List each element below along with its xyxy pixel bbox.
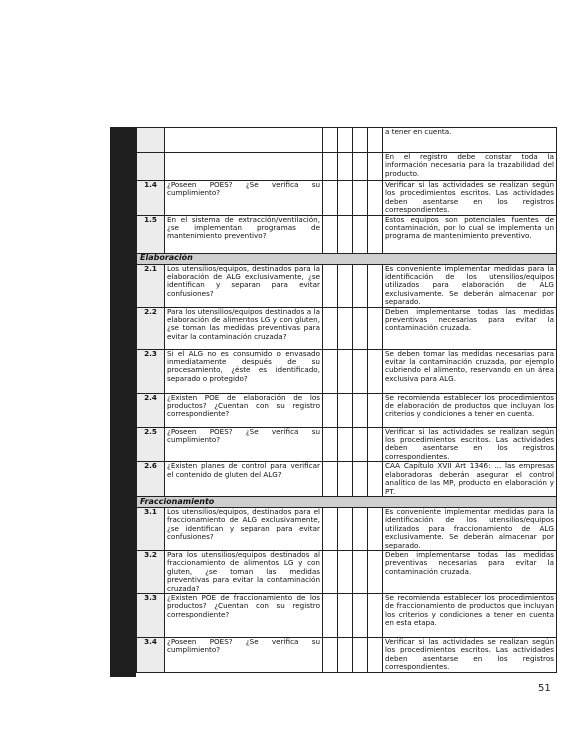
check-cell — [338, 593, 353, 637]
check-cell — [338, 153, 353, 181]
check-cell — [353, 128, 368, 153]
check-cell — [323, 349, 338, 393]
check-cell — [338, 307, 353, 349]
check-cell — [338, 550, 353, 593]
row-response: Verificar si las actividades se realizan según los procedimientos escritos. Las actividades deben asentarse en los registros correspondientes. — [383, 427, 557, 462]
row-response: Verificar si las actividades se realizan según los procedimientos escritos. Las actividades deben asentarse en los registros correspondientes. — [383, 181, 557, 216]
check-cell — [323, 550, 338, 593]
check-cell — [368, 128, 383, 153]
row-question: Si el ALG no es consumido o envasado inmediatamente después de su procesamiento, ¿éste es identificado, separado o protegido? — [165, 349, 323, 393]
row-number: 3.2 — [137, 550, 165, 593]
check-cell — [338, 462, 353, 497]
check-cell — [353, 181, 368, 216]
check-cell — [353, 349, 368, 393]
row-response: En el registro debe constar toda la información necesaria para la trazabilidad del producto. — [383, 153, 557, 181]
row-question: ¿Poseen POES? ¿Se verifica su cumplimiento? — [165, 427, 323, 462]
check-cell — [338, 215, 353, 253]
check-cell — [368, 462, 383, 497]
check-cell — [368, 215, 383, 253]
row-response: Deben implementarse todas las medidas preventivas necesarias para evitar la contaminación cruzada. — [383, 307, 557, 349]
check-cell — [353, 507, 368, 550]
row-question: ¿Poseen POES? ¿Se verifica su cumplimiento? — [165, 181, 323, 216]
check-cell — [338, 264, 353, 307]
row-number: 3.3 — [137, 593, 165, 637]
row-response: Es conveniente implementar medidas para la identificación de los utensilios/equipos utilizados para fraccionamiento de ALG exclusivamente. Se deberán almacenar por separado. — [383, 507, 557, 550]
row-number: 2.2 — [137, 307, 165, 349]
row-number — [137, 128, 165, 153]
row-number: 3.1 — [137, 507, 165, 550]
check-cell — [368, 153, 383, 181]
check-cell — [368, 427, 383, 462]
check-cell — [353, 427, 368, 462]
section-title: Fraccionamiento — [137, 496, 557, 507]
table-row — [137, 215, 557, 253]
table-row — [137, 128, 557, 153]
row-number: 2.4 — [137, 393, 165, 427]
table-row — [137, 307, 557, 349]
check-cell — [338, 507, 353, 550]
row-response: CAA Capítulo XVII Art 1346: ... las empresas elaboradoras deberán asegurar el control analítico de las MP, producto en elaboración y PT. — [383, 462, 557, 497]
check-cell — [323, 507, 338, 550]
check-cell — [353, 593, 368, 637]
check-cell — [353, 215, 368, 253]
row-response: Se recomienda establecer los procedimientos de fraccionamiento de productos que incluyan los criterios y condiciones a tener en cuenta en esta etapa. — [383, 593, 557, 637]
check-cell — [323, 215, 338, 253]
check-cell — [353, 550, 368, 593]
check-cell — [323, 593, 338, 637]
row-question: ¿Existen POE de elaboración de los productos? ¿Cuentan con su registro correspondiente? — [165, 393, 323, 427]
table-row — [137, 153, 557, 181]
check-cell — [338, 349, 353, 393]
check-cell — [323, 128, 338, 153]
check-cell — [368, 507, 383, 550]
check-cell — [368, 550, 383, 593]
check-cell — [368, 637, 383, 672]
row-response: Se recomienda establecer los procedimientos de elaboración de productos que incluyan los criterios y condiciones a tener en cuenta. — [383, 393, 557, 427]
table-row — [137, 393, 557, 427]
row-response: Verificar si las actividades se realizan según los procedimientos escritos. Las actividades deben asentarse en los registros correspondientes. — [383, 637, 557, 672]
check-cell — [338, 181, 353, 216]
check-cell — [368, 264, 383, 307]
check-cell — [353, 393, 368, 427]
check-cell — [338, 128, 353, 153]
check-cell — [323, 264, 338, 307]
check-cell — [353, 307, 368, 349]
row-number: 3.4 — [137, 637, 165, 672]
check-cell — [353, 462, 368, 497]
row-response: Deben implementarse todas las medidas preventivas necesarias para evitar la contaminación cruzada. — [383, 550, 557, 593]
row-question: En el sistema de extracción/ventilación, ¿se implementan programas de mantenimiento preventivo? — [165, 215, 323, 253]
check-cell — [368, 593, 383, 637]
row-response: Estos equipos son potenciales fuentes de contaminación, por lo cual se implementa un programa de mantenimiento preventivo. — [383, 215, 557, 253]
check-cell — [353, 153, 368, 181]
table-row — [137, 349, 557, 393]
row-number: 2.6 — [137, 462, 165, 497]
check-cell — [338, 427, 353, 462]
page-side-bar — [110, 127, 136, 677]
row-question: ¿Existen POE de fraccionamiento de los productos? ¿Cuentan con su registro correspondiente? — [165, 593, 323, 637]
row-response: Se deben tomar las medidas necesarias para evitar la contaminación cruzada, por ejemplo cubriendo el alimento, reservando en un área exclusiva para ALG. — [383, 349, 557, 393]
row-question — [165, 128, 323, 153]
row-question: Para los utensilios/equipos destinados al fraccionamiento de alimentos LG y con gluten, ¿se toman las medidas preventivas para evitar la contaminación cruzada? — [165, 550, 323, 593]
check-cell — [323, 153, 338, 181]
check-cell — [368, 349, 383, 393]
check-cell — [323, 307, 338, 349]
check-cell — [368, 181, 383, 216]
row-number: 1.5 — [137, 215, 165, 253]
table-row — [137, 593, 557, 637]
table-row — [137, 550, 557, 593]
row-number — [137, 153, 165, 181]
row-question: ¿Poseen POES? ¿Se verifica su cumplimiento? — [165, 637, 323, 672]
table-row — [137, 462, 557, 497]
row-number: 1.4 — [137, 181, 165, 216]
section-header — [137, 496, 557, 507]
check-cell — [368, 393, 383, 427]
table-row — [137, 507, 557, 550]
row-question — [165, 153, 323, 181]
check-cell — [353, 264, 368, 307]
check-cell — [353, 637, 368, 672]
row-number: 2.5 — [137, 427, 165, 462]
check-cell — [338, 393, 353, 427]
row-response: Es conveniente implementar medidas para la identificación de los utensilios/equipos utilizados para elaboración de ALG exclusivamente. Se deberán almacenar por separado. — [383, 264, 557, 307]
check-cell — [323, 427, 338, 462]
table-row — [137, 427, 557, 462]
check-cell — [323, 181, 338, 216]
section-header — [137, 253, 557, 264]
table-row — [137, 181, 557, 216]
page-number: 51 — [538, 683, 551, 694]
section-title: Elaboración — [137, 253, 557, 264]
check-cell — [323, 462, 338, 497]
check-cell — [323, 637, 338, 672]
checklist-table — [136, 127, 557, 673]
check-cell — [368, 307, 383, 349]
table-row — [137, 264, 557, 307]
row-question: ¿Existen planes de control para verificar el contenido de gluten del ALG? — [165, 462, 323, 497]
row-response: a tener en cuenta. — [383, 128, 557, 153]
row-number: 2.3 — [137, 349, 165, 393]
row-number: 2.1 — [137, 264, 165, 307]
row-question: Los utensilios/equipos, destinados para la elaboración de ALG exclusivamente, ¿se identifican y separan para evitar confusiones? — [165, 264, 323, 307]
check-cell — [323, 393, 338, 427]
check-cell — [338, 637, 353, 672]
table-row — [137, 637, 557, 672]
row-question: Los utensilios/equipos, destinados para el fraccionamiento de ALG exclusivamente, ¿se identifican y separan para evitar confusiones? — [165, 507, 323, 550]
row-question: Para los utensilios/equipos destinados a la elaboración de alimentos LG y con gluten, ¿se toman las medidas preventivas para evitar la contaminación cruzada? — [165, 307, 323, 349]
